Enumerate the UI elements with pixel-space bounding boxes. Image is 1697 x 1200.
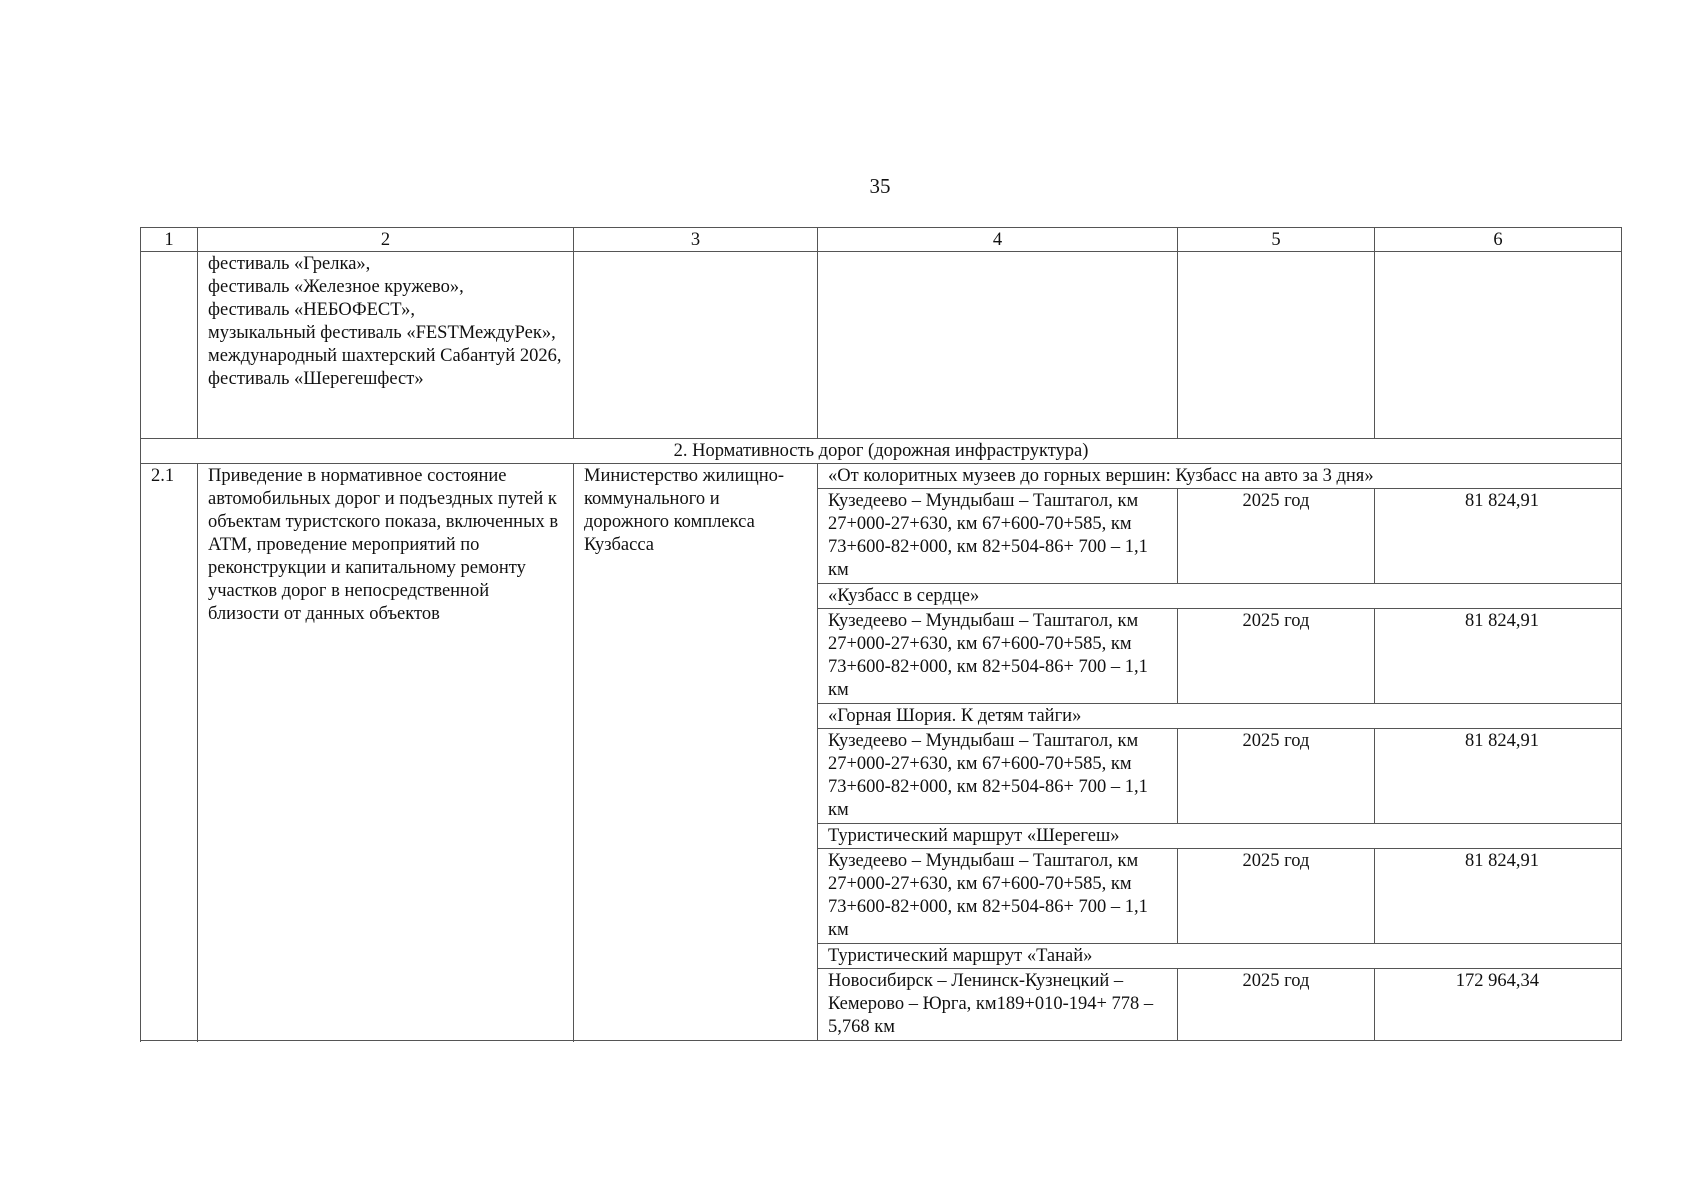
road-section: Кузедеево – Мундыбаш – Таштагол, км 27+000-27+630, км 67+600-70+585, км 73+600-82+000, км 82+504-86+ 700 – 1,1 км (818, 849, 1178, 944)
year: 2025 год (1178, 609, 1375, 704)
amount: 81 824,91 (1375, 729, 1622, 824)
cell-empty (141, 252, 198, 439)
route-title: «От колоритных музеев до горных вершин: Кузбасс на авто за 3 дня» (818, 464, 1622, 489)
page-number: 35 (869, 174, 891, 198)
section-row (141, 439, 1622, 464)
column-header: 4 (818, 228, 1178, 252)
festival-list: фестиваль «Грелка», фестиваль «Железное кружево», фестиваль «НЕБОФЕСТ», музыкальный фестиваль «FESTМеждуРек», международный шахтерский Сабантуй 2026, фестиваль «Шерегешфест» (198, 252, 574, 439)
route-title: «Горная Шория. К детям тайги» (818, 704, 1622, 729)
cell-empty (1375, 252, 1622, 439)
route-title-row (141, 464, 1622, 489)
road-section: Кузедеево – Мундыбаш – Таштагол, км 27+000-27+630, км 67+600-70+585, км 73+600-82+000, км 82+504-86+ 700 – 1,1 км (818, 729, 1178, 824)
road-section: Новосибирск – Ленинск-Кузнецкий – Кемерово – Юрга, км189+010-194+ 778 – 5,768 км (818, 969, 1178, 1041)
column-header: 3 (574, 228, 818, 252)
route-title: Туристический маршрут «Шерегеш» (818, 824, 1622, 849)
column-header: 5 (1178, 228, 1375, 252)
measure-description: Приведение в нормативное состояние автомобильных дорог и подъездных путей к объектам туристского показа, включенных в АТМ, проведение мероприятий по реконструкции и капитальному ремонту участков дорог в непосредственной близости от данных объектов (198, 464, 574, 1041)
continuation-row (141, 252, 1622, 439)
route-title: Туристический маршрут «Танай» (818, 944, 1622, 969)
road-section: Кузедеево – Мундыбаш – Таштагол, км 27+000-27+630, км 67+600-70+585, км 73+600-82+000, км 82+504-86+ 700 – 1,1 км (818, 489, 1178, 584)
amount: 81 824,91 (1375, 609, 1622, 704)
measures-table (140, 227, 1622, 1041)
cell-empty (1178, 252, 1375, 439)
cell-empty (818, 252, 1178, 439)
responsible-agency: Министерство жилищно-коммунального и дорожного комплекса Кузбасса (574, 464, 818, 1041)
column-header: 6 (1375, 228, 1622, 252)
amount: 81 824,91 (1375, 849, 1622, 944)
section-title: 2. Нормативность дорог (дорожная инфраструктура) (141, 439, 1622, 464)
year: 2025 год (1178, 969, 1375, 1041)
road-section: Кузедеево – Мундыбаш – Таштагол, км 27+000-27+630, км 67+600-70+585, км 73+600-82+000, км 82+504-86+ 700 – 1,1 км (818, 609, 1178, 704)
column-header: 1 (141, 228, 198, 252)
year: 2025 год (1178, 489, 1375, 584)
column-header: 2 (198, 228, 574, 252)
row-number: 2.1 (141, 464, 198, 1041)
amount: 81 824,91 (1375, 489, 1622, 584)
route-title: «Кузбасс в сердце» (818, 584, 1622, 609)
year: 2025 год (1178, 849, 1375, 944)
amount: 172 964,34 (1375, 969, 1622, 1041)
year: 2025 год (1178, 729, 1375, 824)
column-header-row (141, 228, 1622, 252)
cell-empty (574, 252, 818, 439)
